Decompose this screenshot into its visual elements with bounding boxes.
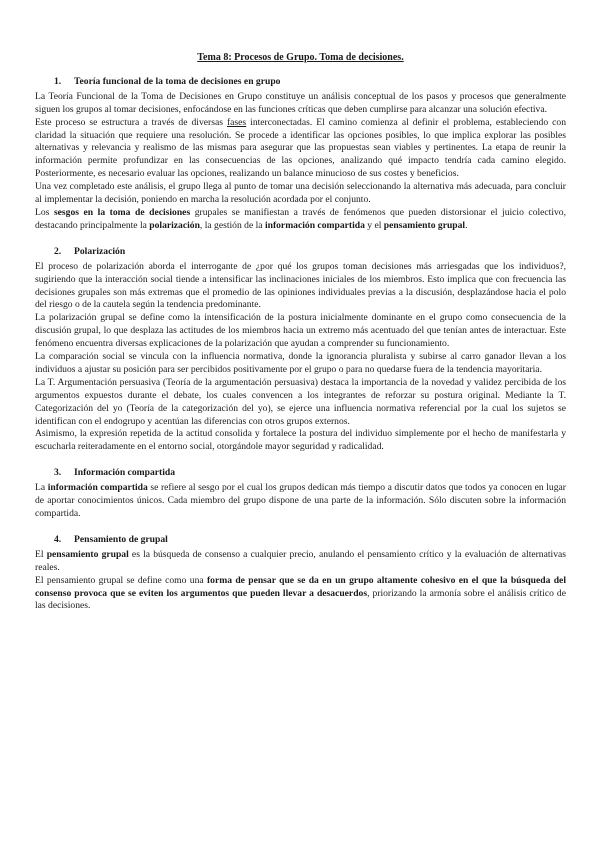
section-3-paragraph-1: La información compartida se refiere al sesgo por el cual los grupos dedican más tiempo a discutir datos que todos ya conocen en lugar de aportar conocimientos únicos. Cada miembro del grupo dispone de una parte de la información. Sólo discuten sobre la información compartida. [35, 482, 566, 519]
section-2-heading [35, 246, 566, 259]
section-1-paragraph-3: Una vez completado este análisis, el grupo llega al punto de tomar una decisión seleccionando la alternativa más adecuada, para concluir al implementar la decisión, poniendo en marcha la resolución acordada por el conjunto. [35, 181, 566, 206]
section-1-paragraph-2: Este proceso se estructura a través de diversas fases interconectadas. El camino comienza al definir el problema, estableciendo con claridad la situación que requiere una resolución. Se procede a identificar las opciones posibles, lo que implica explorar las posibles alternativas y relevancia y realismo de las mismas para asegurar que las propuestas sean viables y pertinentes. La etapa de reunir la información permite profundizar en las consecuencias de las opciones, analizando qué impacto tendría cada camino elegido. Posteriormente, es necesario evaluar las opciones, realizando un balance minucioso de sus costes y beneficios. [35, 116, 567, 180]
section-2-paragraph-5: Asimismo, la expresión repetida de la actitud consolida y fortalece la postura del individuo simplemente por el hecho de manifestarla y escucharla reiteradamente en el entorno social, otorgándole mayor seguridad y radicalidad. [35, 428, 566, 453]
section-4-paragraph-2: El pensamiento grupal se define como una forma de pensar que se da en un grupo altamente cohesivo en el que la búsqueda del consenso provoca que se eviten los argumentos que pueden llevar a desacuerdos, priorizando la armonía sobre el análisis crítico de las decisiones. [35, 574, 566, 612]
section-1-heading [35, 76, 566, 89]
section-4-number: 4. [54, 533, 62, 545]
section-3-title: Información compartida [74, 467, 175, 479]
section-4-heading [35, 534, 566, 547]
section-2-title: Polarización [74, 245, 126, 257]
section-3-heading [35, 467, 566, 480]
section-2-paragraph-2: La polarización grupal se define como la intensificación de la postura inicialmente dominante en el grupo como consecuencia de la discusión grupal, lo que desplaza las actitudes de los miembros hacia un extremo más acentuado del que tenían antes de interactuar. Este fenómeno encuentra diversas explicaciones de la polarización que ayudan a comprender su funcionamiento. [35, 312, 566, 350]
underlined-term-fases: fases [226, 116, 247, 128]
section-1-paragraph-4: Los sesgos en la toma de decisiones grupales se manifiestan a través de fenómenos que pueden distorsionar el juicio colectivo, destacando principalmente la polarización, la gestión de la información compartida y el pensamiento grupal. [35, 206, 566, 231]
section-3-number: 3. [54, 467, 62, 479]
section-1-paragraph-1: La Teoría Funcional de la Toma de Decisiones en Grupo constituye un análisis conceptual de los pasos y procesos que generalmente siguen los grupos al tomar decisiones, enfocándose en las funciones críticas que deben cumplirse para alcanzar una solución efectiva. [35, 90, 566, 115]
section-1-number: 1. [54, 75, 62, 87]
section-2-paragraph-1: El proceso de polarización aborda el interrogante de ¿por qué los grupos toman decisiones más arriesgadas que los individuos?, sugiriendo que la interacción social tiende a intensificar las inclinaciones iniciales de los miembros. Esto implica que con frecuencia las decisiones grupales son más extremas que el promedio de las opiniones individuales previas a la discusión, desplazándose hacia el polo del riesgo o de la cautela según la tendencia predominante. [35, 260, 566, 311]
section-2-number: 2. [54, 245, 62, 257]
section-1-title: Teoría funcional de la toma de decisiones en grupo [74, 75, 281, 87]
section-4-title: Pensamiento de grupal [74, 533, 168, 545]
section-2-paragraph-4: La T. Argumentación persuasiva (Teoría de la argumentación persuasiva) destaca la importancia de la novedad y validez percibida de los argumentos expuestos durante el debate, los cuales convencen a los integrantes de reforzar su postura original. Mediante la T. Categorización del yo (Teoría de la categorización del yo), se ejerce una influencia normativa referencial por la cual los sujetos se identifican con el endogrupo y acentúan las diferencias con otros grupos externos. [35, 376, 566, 427]
section-2-paragraph-3: La comparación social se vincula con la influencia normativa, donde la ignorancia pluralista y subirse al carro ganador llevan a los individuos a ajustar su posición para ser percibidos positivamente por el grupo o para no quedarse fuera de la tendencia mayoritaria. [35, 351, 566, 375]
document-title: Tema 8: Procesos de Grupo. Toma de decisiones. [197, 52, 404, 63]
section-4-paragraph-1: El pensamiento grupal es la búsqueda de consenso a cualquier precio, anulando el pensamiento crítico y la evaluación de alternativas reales. [35, 548, 566, 573]
